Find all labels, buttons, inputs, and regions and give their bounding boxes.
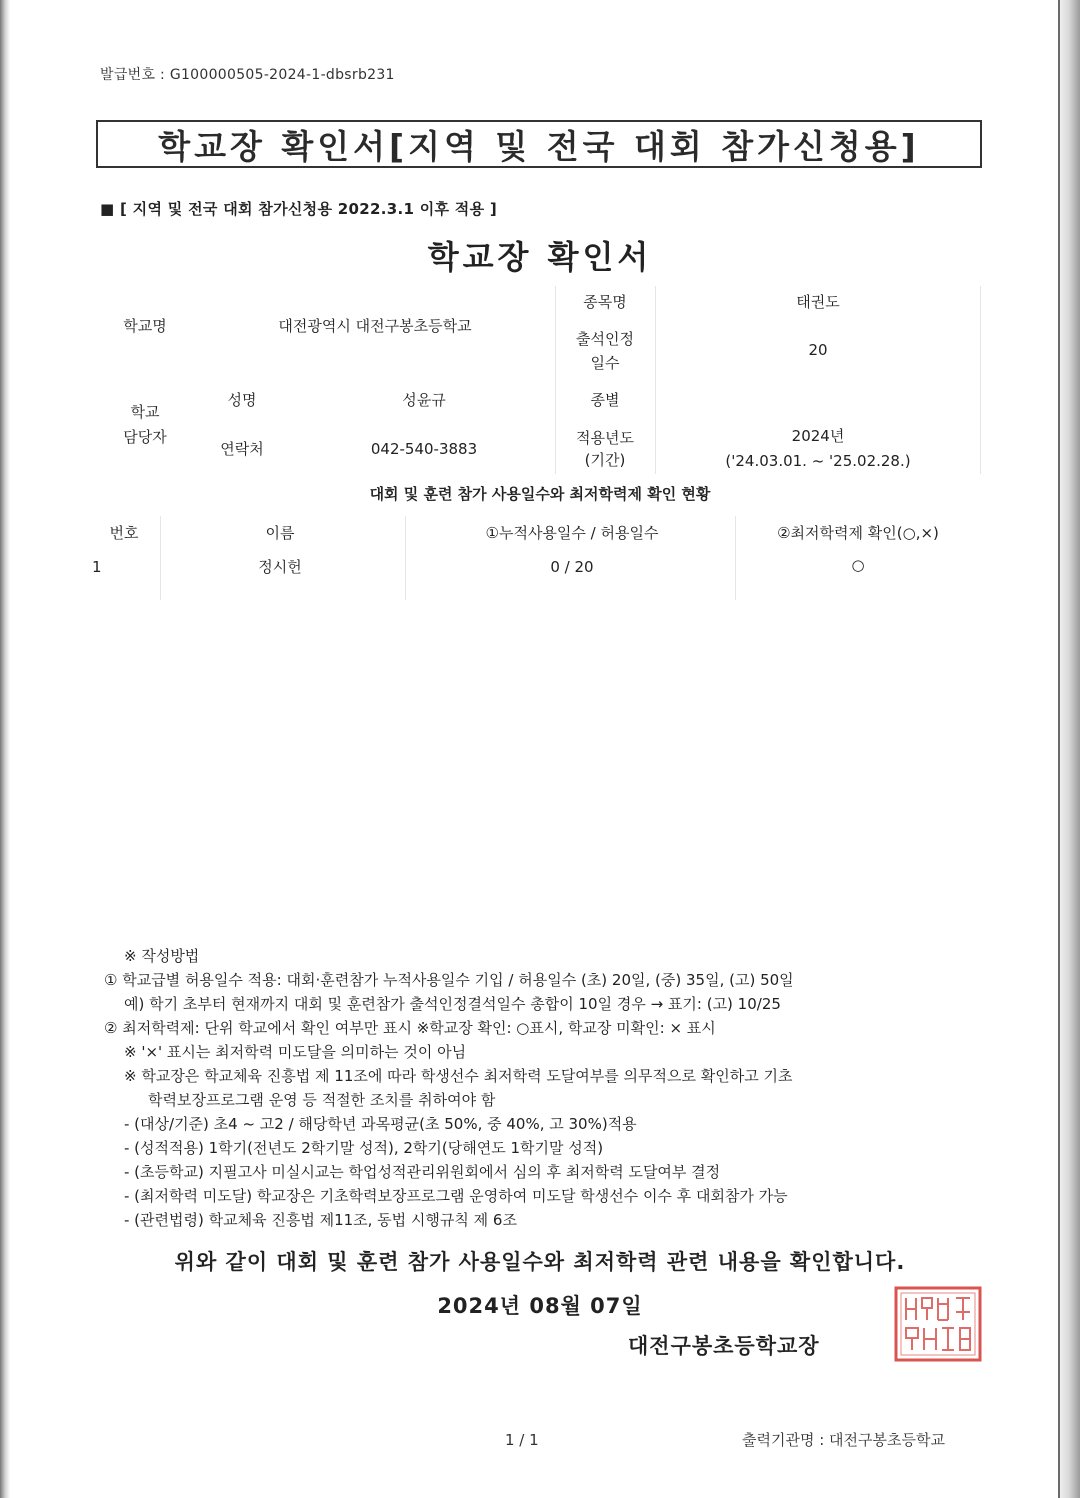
grid-line	[655, 286, 656, 474]
notes-heading: ※ 작성방법	[124, 947, 200, 965]
header-title-box	[96, 120, 982, 168]
header-min-academic: ②최저학력제 확인(○,×)	[777, 524, 939, 542]
principal-name: 대전구봉초등학교장	[628, 1334, 820, 1358]
attendance-label-1: 출석인정	[576, 330, 634, 348]
writing-notes	[104, 944, 924, 1232]
note-item: - (성적적용) 1학기(전년도 2학기말 성적), 2학기(당해연도 1학기말 성적)	[124, 1139, 604, 1157]
issue-number: 발급번호 : G100000505-2024-1-dbsrb231	[100, 67, 395, 83]
note-item: ② 최저학력제: 단위 학교에서 확인 여부만 표시 ※학교장 확인: ○표시, 학교장 미확인: × 표시	[104, 1019, 716, 1037]
note-item: ※ 학교장은 학교체육 진흥법 제 11조에 따라 학생선수 최저학력 도달여부를 의무적으로 확인하고 기초	[124, 1067, 793, 1085]
header-number: 번호	[109, 524, 139, 542]
note-item: 학력보장프로그램 운영 등 적절한 조치를 취하여야 함	[148, 1091, 496, 1109]
event-label: 종목명	[583, 293, 627, 311]
attendance-label-2: 일수	[590, 354, 620, 372]
document-title: 학교장 확인서	[427, 238, 653, 276]
header-name: 이름	[265, 524, 295, 542]
table-row-name: 정시헌	[258, 558, 302, 576]
table-row-used-days: 0 / 20	[550, 558, 594, 576]
output-organization: 출력기관명 : 대전구봉초등학교	[742, 1431, 945, 1449]
issue-date: 2024년 08월 07일	[437, 1294, 643, 1318]
header-title: 학교장 확인서[지역 및 전국 대회 참가신청용]	[158, 126, 920, 166]
year-label-2: (기간)	[584, 451, 626, 469]
attendance-days: 20	[808, 341, 828, 359]
note-item: - (대상/기준) 초4 ~ 고2 / 해당학년 과목평균(초 50%, 중 40%, 고 30%)적용	[124, 1115, 637, 1133]
school-name-label: 학교명	[123, 317, 167, 335]
manager-label-2: 담당자	[123, 428, 167, 446]
grid-line	[735, 516, 736, 600]
contact-label: 연락처	[220, 440, 264, 458]
note-item: - (관련법령) 학교체육 진흥법 제11조, 동법 시행규칙 제 6조	[124, 1211, 517, 1229]
table-row-number: 1	[92, 558, 102, 576]
school-name: 대전광역시 대전구봉초등학교	[278, 317, 472, 335]
note-item: ※ '×' 표시는 최저학력 미도달을 의미하는 것이 아님	[124, 1043, 467, 1061]
grid-line	[980, 286, 981, 474]
school-seal	[894, 1286, 982, 1362]
page-number: 1 / 1	[505, 1431, 539, 1449]
year-value: 2024년	[791, 427, 845, 445]
contact-value: 042-540-3883	[370, 440, 478, 458]
note-item: - (초등학교) 지필고사 미실시교는 학업성적관리위원회에서 심의 후 최저학력 도달여부 결정	[124, 1163, 721, 1181]
category-label: 종별	[590, 391, 620, 409]
grid-line	[555, 286, 556, 474]
status-title: 대회 및 훈련 참가 사용일수와 최저학력제 확인 현황	[369, 485, 711, 503]
note-item: ① 학교급별 허용일수 적용: 대회·훈련참가 누적사용일수 기입 / 허용일수 (초) 20일, (중) 35일, (고) 50일	[104, 971, 794, 989]
year-label-1: 적용년도	[576, 429, 634, 447]
confirm-statement: 위와 같이 대회 및 훈련 참가 사용일수와 최저학력 관련 내용을 확인합니다.	[174, 1250, 906, 1274]
section-label: ■ [ 지역 및 전국 대회 참가신청용 2022.3.1 이후 적용 ]	[100, 200, 498, 218]
manager-name: 성윤규	[402, 391, 446, 409]
manager-label-1: 학교	[130, 403, 160, 421]
table-row-min-academic: ○	[851, 556, 865, 574]
event-value: 태권도	[796, 293, 840, 311]
note-item: - (최저학력 미도달) 학교장은 기초학력보장프로그램 운영하여 미도달 학생선수 이수 후 대회참가 가능	[124, 1187, 788, 1205]
header-used-days: ①누적사용일수 / 허용일수	[485, 524, 659, 542]
grid-line	[405, 516, 406, 600]
name-label: 성명	[227, 391, 257, 409]
period-value: ('24.03.01. ~ '25.02.28.)	[725, 452, 911, 470]
note-item: 예) 학기 초부터 현재까지 대회 및 훈련참가 출석인정결석일수 총합이 10일 경우 → 표기: (고) 10/25	[124, 995, 781, 1013]
grid-line	[160, 516, 161, 600]
